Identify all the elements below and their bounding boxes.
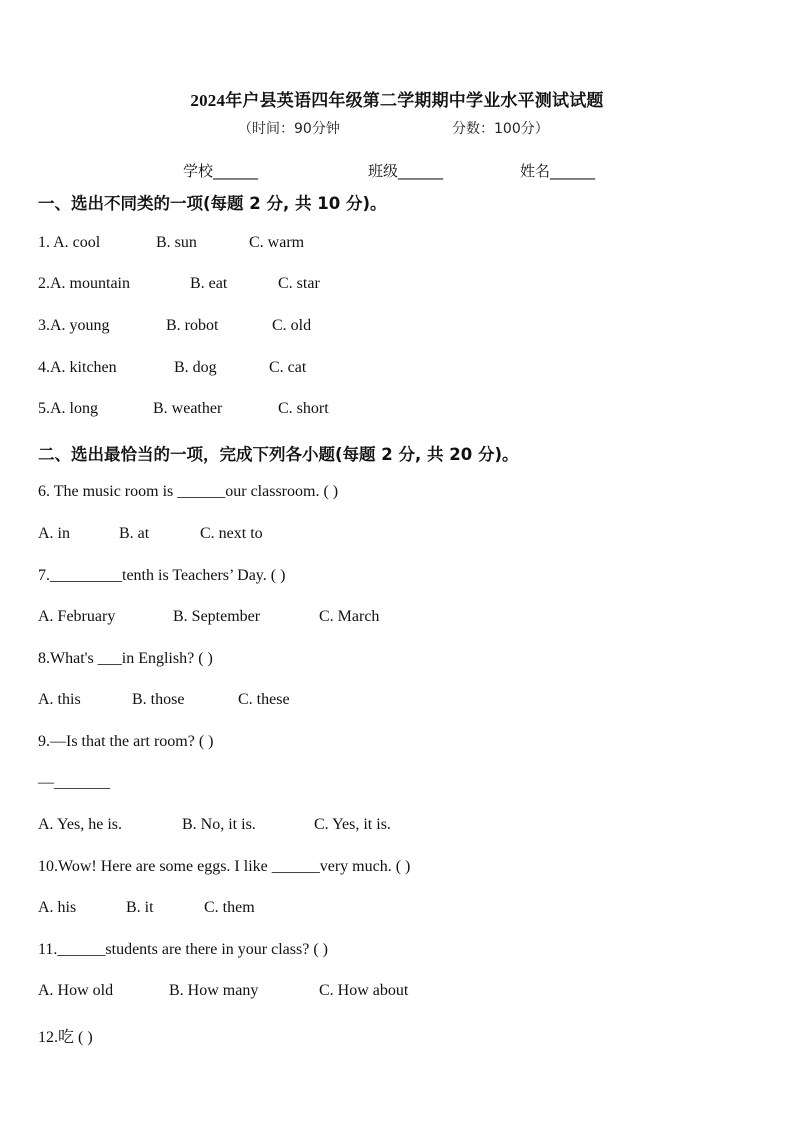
- question-10-stem: 10.Wow! Here are some eggs. I like ______very much. ( ): [38, 858, 411, 875]
- q5-option-a: 5.A. long: [38, 400, 98, 417]
- q7-option-b: B. September: [173, 608, 261, 625]
- q6-option-b: B. at: [119, 525, 150, 542]
- question-7-options: [38, 608, 379, 626]
- q4-option-a: 4.A. kitchen: [38, 359, 117, 376]
- q3-option-c: C. old: [272, 317, 312, 334]
- q2-option-c: C. star: [278, 275, 320, 292]
- q7-option-c: C. March: [319, 608, 380, 625]
- question-4: [38, 359, 306, 377]
- q4-option-c: C. cat: [269, 359, 307, 376]
- q3-option-b: B. robot: [166, 317, 219, 334]
- q5-option-b: B. weather: [153, 400, 223, 417]
- q10-option-a: A. his: [38, 899, 77, 916]
- question-11-stem: 11.______students are there in your class? ( ): [38, 941, 328, 958]
- question-1: [38, 234, 304, 252]
- time-label: （时间：90分钟: [238, 121, 340, 137]
- question-9-stem: 9.—Is that the art room? ( ): [38, 733, 214, 750]
- q3-option-a: 3.A. young: [38, 317, 110, 334]
- question-6-stem: 6. The music room is ______our classroom. ( ): [38, 483, 339, 500]
- class-field: 班级______: [368, 162, 444, 180]
- q5-option-c: C. short: [278, 400, 329, 417]
- q8-option-c: C. these: [238, 691, 290, 708]
- q10-option-c: C. them: [204, 899, 255, 916]
- question-11-options: [38, 982, 408, 1000]
- q10-option-b: B. it: [126, 899, 154, 916]
- q4-option-b: B. dog: [174, 359, 217, 376]
- question-5: [38, 400, 329, 418]
- question-3: [38, 317, 311, 335]
- q11-option-c: C. How about: [319, 982, 409, 999]
- q9-option-b: B. No, it is.: [182, 816, 256, 833]
- score-label: 分数：100分）: [452, 121, 549, 137]
- question-12-stem: 12.吃 ( ): [38, 1029, 93, 1046]
- q1-option-c: C. warm: [249, 234, 305, 251]
- question-8-stem: 8.What's ___in English? ( ): [38, 650, 213, 667]
- question-6-options: [38, 525, 263, 543]
- q8-option-a: A. this: [38, 691, 81, 708]
- q2-option-b: B. eat: [190, 275, 228, 292]
- q2-option-a: 2.A. mountain: [38, 275, 130, 292]
- page-title: 2024年户县英语四年级第二学期期中学业水平测试试题: [190, 91, 604, 110]
- question-2: [38, 275, 320, 293]
- q1-option-b: B. sun: [156, 234, 197, 251]
- question-8-options: [38, 691, 290, 709]
- q6-option-a: A. in: [38, 525, 70, 542]
- q9-option-c: C. Yes, it is.: [314, 816, 391, 833]
- question-9-options: [38, 816, 391, 834]
- section1-heading: 一、选出不同类的一项(每题 2 分, 共 10 分)。: [38, 194, 387, 213]
- q11-option-b: B. How many: [169, 982, 259, 999]
- q1-option-a: 1. A. cool: [38, 234, 101, 251]
- section2-heading: 二、选出最恰当的一项，完成下列各小题(每题 2 分, 共 20 分)。: [38, 445, 519, 464]
- question-7-stem: 7._________tenth is Teachers’ Day. ( ): [38, 567, 286, 584]
- q8-option-b: B. those: [132, 691, 185, 708]
- q9-option-a: A. Yes, he is.: [38, 816, 123, 833]
- school-field: 学校______: [183, 162, 259, 180]
- q11-option-a: A. How old: [38, 982, 114, 999]
- q7-option-a: A. February: [38, 608, 116, 625]
- question-9-answer-line: —_______: [38, 774, 110, 791]
- q6-option-c: C. next to: [200, 525, 263, 542]
- question-10-options: [38, 899, 255, 917]
- name-field: 姓名______: [520, 162, 596, 180]
